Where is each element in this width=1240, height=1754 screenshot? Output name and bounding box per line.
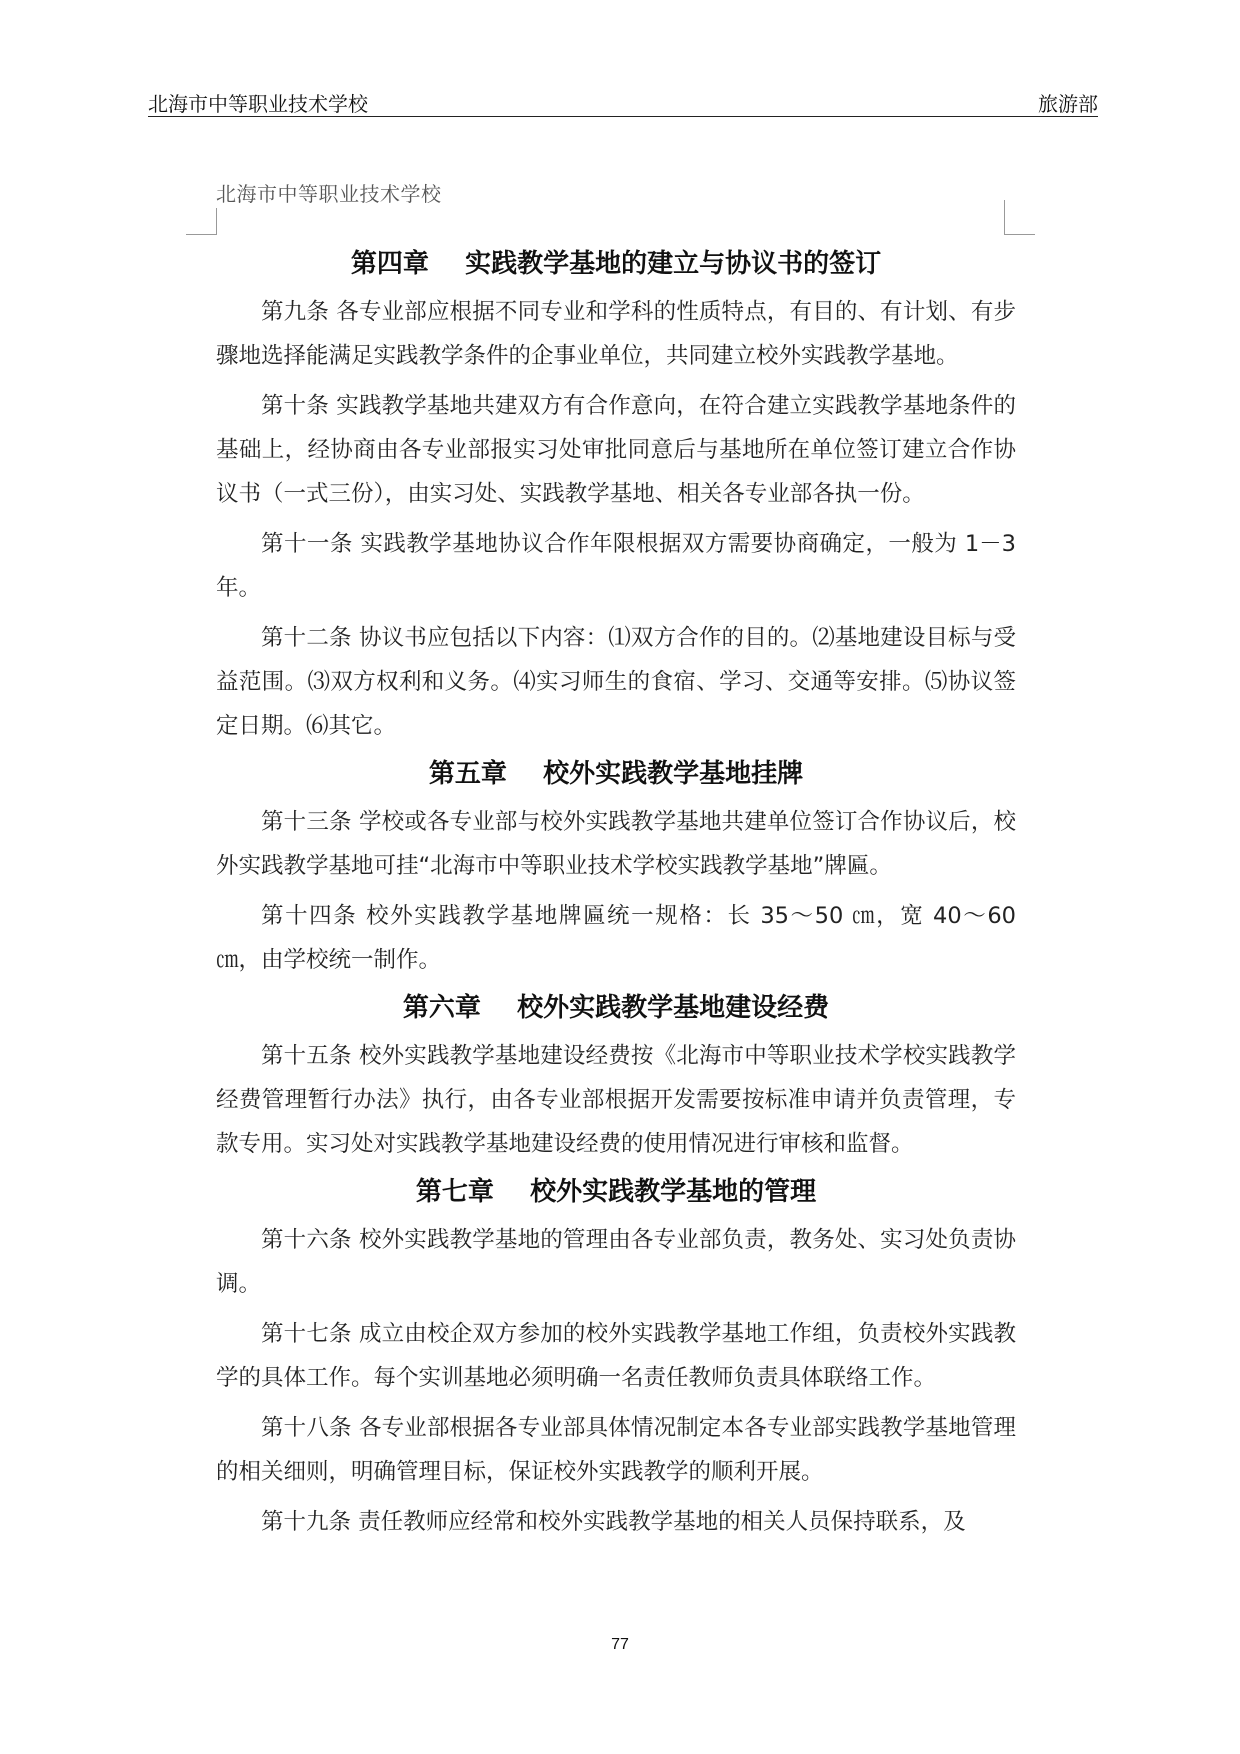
page-number: 77 <box>611 1636 629 1653</box>
crop-mark-top-left <box>186 208 217 235</box>
article-13: 第十三条 学校或各专业部与校外实践教学基地共建单位签订合作协议后，校外实践教学基地可挂“北海市中等职业技术学校实践教学基地”牌匾。 <box>216 809 1016 879</box>
header-school-name: 北海市中等职业技术学校 <box>148 92 368 116</box>
article-14: 第十四条 校外实践教学基地牌匾统一规格：长 35～50 ㎝，宽 40～60 ㎝，由学校统一制作。 <box>216 903 1016 973</box>
page-header <box>148 86 1098 117</box>
article-9: 第九条 各专业部应根据不同专业和学科的性质特点，有目的、有计划、有步骤地选择能满足实践教学条件的企事业单位，共同建立校外实践教学基地。 <box>216 299 1016 369</box>
article-19: 第十九条 责任教师应经常和校外实践教学基地的相关人员保持联系，及 <box>261 1509 966 1535</box>
document-body <box>216 238 1016 1550</box>
chapter-heading-5: 第五章 校外实践教学基地挂牌 <box>428 759 804 789</box>
article-17: 第十七条 成立由校企双方参加的校外实践教学基地工作组，负责校外实践教学的具体工作。每个实训基地必须明确一名责任教师负责具体联络工作。 <box>216 1321 1016 1391</box>
crop-mark-top-right <box>1004 200 1035 235</box>
article-11: 第十一条 实践教学基地协议合作年限根据双方需要协商确定，一般为 1－3 年。 <box>216 531 1016 601</box>
chapter-heading-4: 第四章 实践教学基地的建立与协议书的签订 <box>350 249 882 279</box>
article-10: 第十条 实践教学基地共建双方有合作意向，在符合建立实践教学基地条件的基础上，经协商由各专业部报实习处审批同意后与基地所在单位签订建立合作协议书（一式三份），由实习处、实践教学基地、相关各专业部各执一份。 <box>216 393 1016 507</box>
chapter-heading-7: 第七章 校外实践教学基地的管理 <box>415 1177 817 1207</box>
article-16: 第十六条 校外实践教学基地的管理由各专业部负责，教务处、实习处负责协调。 <box>216 1227 1016 1297</box>
scanned-header-school-name: 北海市中等职业技术学校 <box>216 182 442 206</box>
article-15: 第十五条 校外实践教学基地建设经费按《北海市中等职业技术学校实践教学经费管理暂行办法》执行，由各专业部根据开发需要按标准申请并负责管理，专款专用。实习处对实践教学基地建设经费的使用情况进行审核和监督。 <box>216 1043 1016 1157</box>
chapter-heading-6: 第六章 校外实践教学基地建设经费 <box>402 993 830 1023</box>
article-12: 第十二条 协议书应包括以下内容：⑴双方合作的目的。⑵基地建设目标与受益范围。⑶双方权利和义务。⑷实习师生的食宿、学习、交通等安排。⑸协议签定日期。⑹其它。 <box>216 625 1016 739</box>
header-department: 旅游部 <box>1038 92 1098 116</box>
article-18: 第十八条 各专业部根据各专业部具体情况制定本各专业部实践教学基地管理的相关细则，明确管理目标，保证校外实践教学的顺利开展。 <box>216 1415 1016 1485</box>
